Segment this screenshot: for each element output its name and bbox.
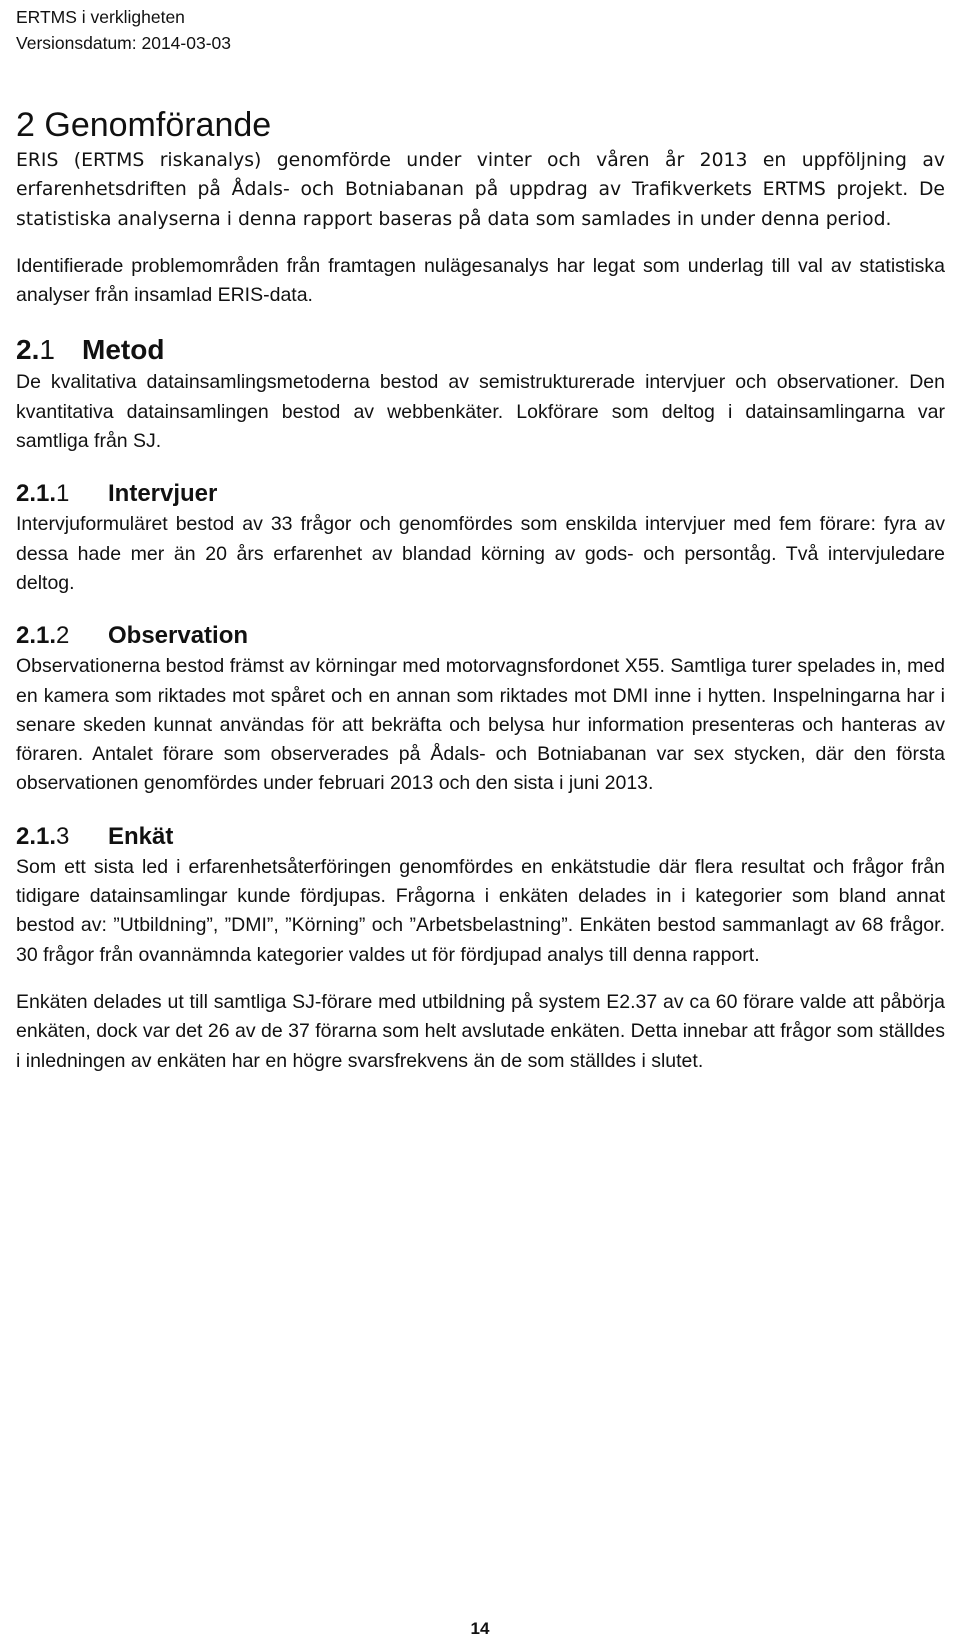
paragraph: Observationerna bestod främst av körningar med motorvagnsfordonet X55. Samtliga turer spelades in, med en kamera som riktades mot spåret och en annan som riktades mot DMI inne i hytten. Inspelningarna har i senare skeden kunnat användas för att bekräfta och belysa hur information presenteras och hanteras av föraren. Antalet förare som observerades på Ådals- och Botniabanan var sex stycken, där den första observationen genomfördes under februari 2013 och den sista i juni 2013. [16,655,945,795]
header-document-title: ERTMS i verkligheten [16,7,185,27]
paragraph: ERIS (ERTMS riskanalys) genomförde under vinter och våren år 2013 en uppföljning av erfarenhetsdriften på Ådals- och Botniabanan på uppdrag av Trafikverkets ERTMS projekt. De statistiska analyserna i denna rapport baseras på data som samlades in under denna period. [16,150,945,230]
page-header [16,4,231,56]
section-number: 2.1.2 [16,622,70,650]
section-heading-2-1-1 [16,478,945,510]
paragraph: Identifierade problemområden från framtagen nulägesanalys har legat som underlag till val av statistiska analyser från insamlad ERIS-data. [16,254,945,307]
section-heading-2-1 [16,332,945,368]
section-heading-2-1-3 [16,821,945,853]
section-heading-2 [16,104,945,146]
section-number: 2 [16,106,35,144]
section-title: Enkät [108,822,174,850]
page-number: 14 [470,1619,490,1638]
section-title: Observation [108,622,249,650]
paragraph: Intervjuformuläret bestod av 33 frågor och genomfördes som enskilda intervjuer med fem förare: fyra av dessa hade mer än 20 års erfarenhet av blandad körning av gods- och persontåg. Två intervjuledare deltog. [16,513,945,594]
section-number: 2.1.1 [16,480,70,508]
section-heading-2-1-2 [16,620,945,652]
paragraph: Enkäten delades ut till samtliga SJ-förare med utbildning på system E2.37 av ca 60 förare valde att påbörja enkäten, dock var det 26 av de 37 förarna som helt avslutade enkäten. Detta innebar att frågor som ställdes i inledningen av enkäten har en högre svarsfrekvens än de som ställdes i slutet. [16,990,945,1072]
section-title: Genomförande [44,106,272,144]
paragraph: De kvalitativa datainsamlingsmetoderna bestod av semistrukturerade intervjuer och observationer. Den kvantitativa datainsamlingen bestod av webbenkäter. Lokförare som deltog i datainsamlingarna var samtliga från SJ. [16,371,945,453]
section-title: Metod [82,334,165,366]
section-title: Intervjuer [108,480,218,508]
page-content [16,104,945,1076]
header-version-date: Versionsdatum: 2014-03-03 [16,33,231,53]
paragraph: Som ett sista led i erfarenhetsåterföringen genomfördes en enkätstudie där flera resultat och frågor från tidigare datainsamlingar kunde fördjupas. Frågorna i enkäten delades in i kategorier som bland annat bestod av: ”Utbildning”, ”DMI”, ”Körning” och ”Arbetsbelastning”. Enkäten bestod sammanlagt av 68 frågor. 30 frågor från ovannämnda kategorier valdes ut för fördjupad analys till denna rapport. [16,855,945,966]
section-number: 2.1.3 [16,822,70,850]
section-number: 2.1 [16,334,55,366]
